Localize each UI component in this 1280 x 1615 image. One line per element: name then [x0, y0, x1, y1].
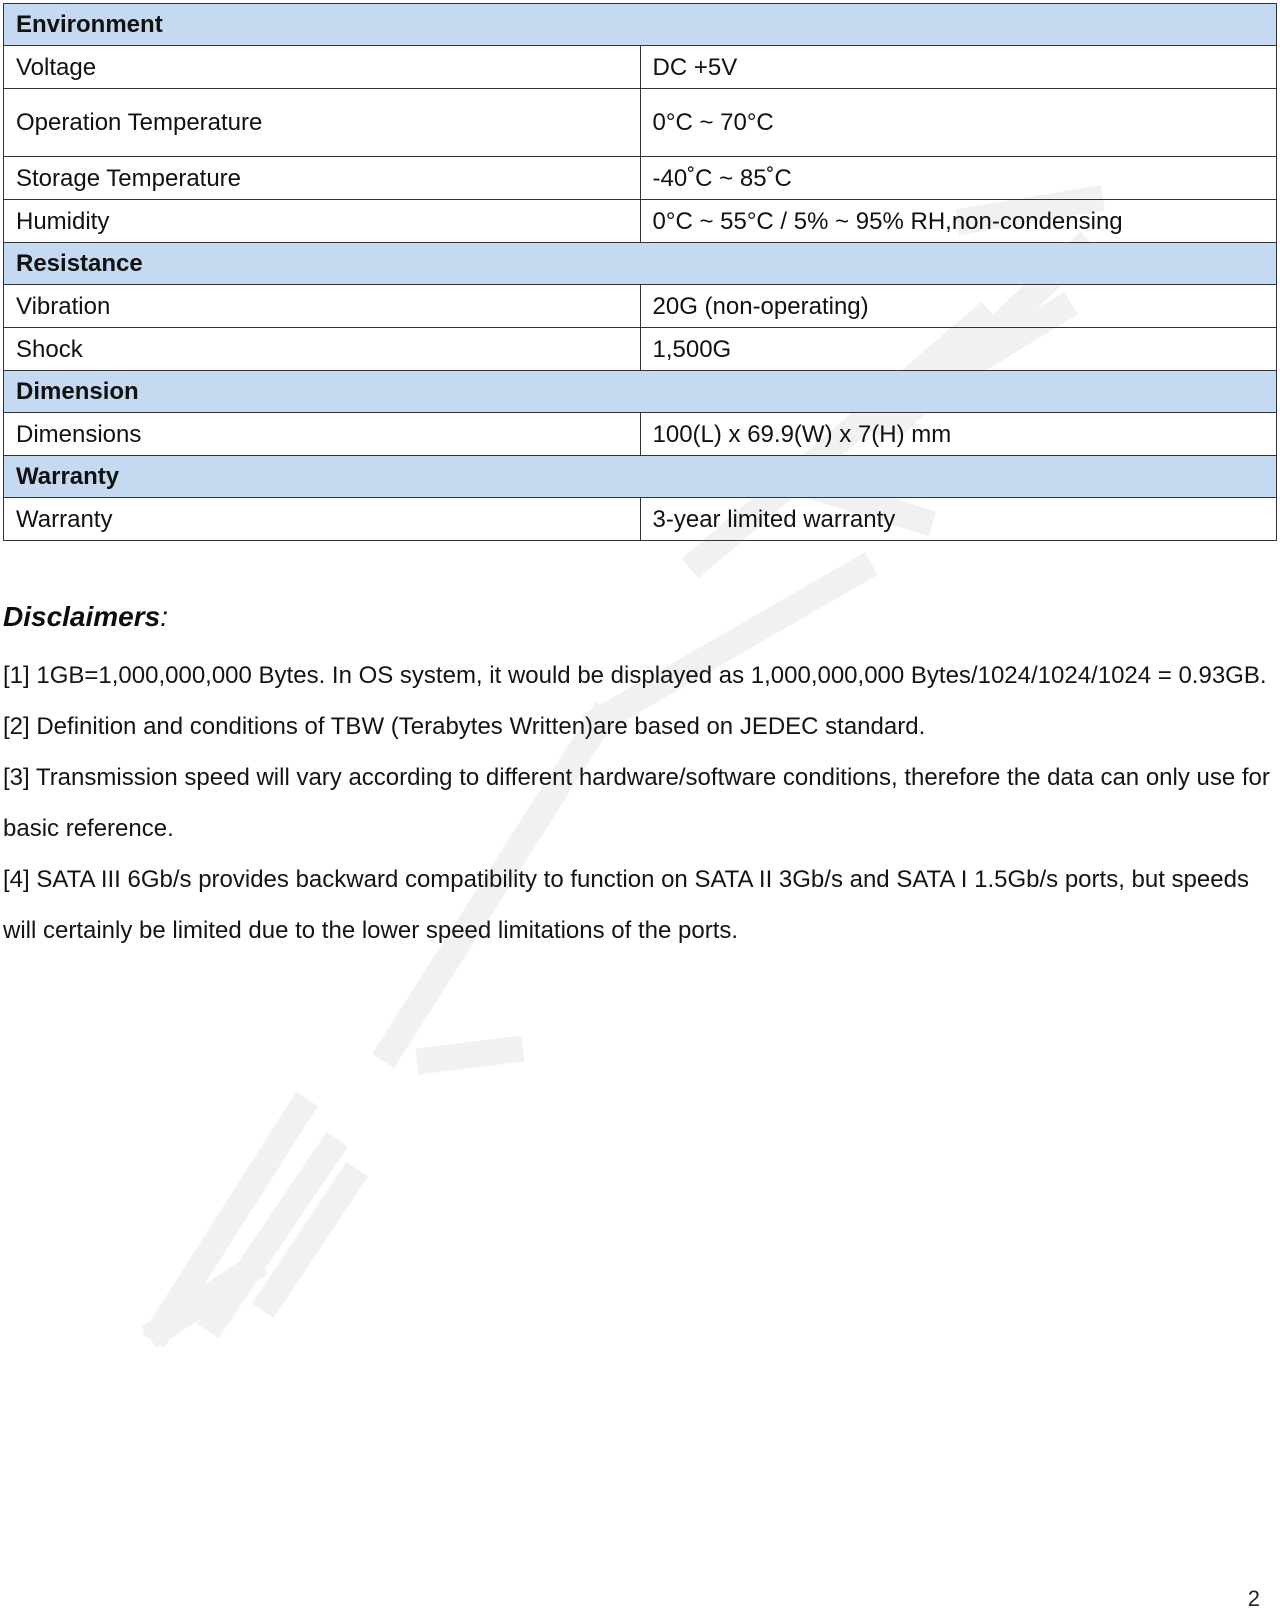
table-row	[4, 200, 1277, 243]
row-label: Shock	[4, 328, 641, 371]
section-title: Warranty	[4, 456, 1277, 498]
section-title: Environment	[4, 4, 1277, 46]
row-label: Vibration	[4, 285, 641, 328]
row-label: Humidity	[4, 200, 641, 243]
row-label: Storage Temperature	[4, 157, 641, 200]
table-row	[4, 89, 1277, 157]
row-label: Voltage	[4, 46, 641, 89]
disclaimer-item: [4] SATA III 6Gb/s provides backward compatibility to function on SATA II 3Gb/s and SATA I 1.5Gb/s ports, but speeds will certainly be limited due to the lower speed limitations of the ports.	[3, 866, 1249, 944]
disclaimers-section	[3, 600, 1273, 956]
row-label: Warranty	[4, 498, 641, 541]
table-row	[4, 46, 1277, 89]
section-header-warranty	[4, 456, 1277, 498]
section-title: Dimension	[4, 371, 1277, 413]
row-value: 3-year limited warranty	[640, 498, 1277, 541]
table-row	[4, 328, 1277, 371]
section-header-environment	[4, 4, 1277, 46]
table-row	[4, 285, 1277, 328]
row-value: DC +5V	[640, 46, 1277, 89]
spec-table	[3, 3, 1277, 541]
table-row	[4, 498, 1277, 541]
disclaimers-title: Disclaimers	[3, 601, 161, 632]
row-value: -40˚C ~ 85˚C	[640, 157, 1277, 200]
row-value: 0°C ~ 70°C	[640, 89, 1277, 157]
disclaimers-heading	[3, 600, 1273, 634]
row-value: 1,500G	[640, 328, 1277, 371]
section-header-dimension	[4, 371, 1277, 413]
disclaimer-item: [2] Definition and conditions of TBW (Terabytes Written)are based on JEDEC standard.	[3, 713, 926, 740]
row-value: 100(L) x 69.9(W) x 7(H) mm	[640, 413, 1277, 456]
row-label: Dimensions	[4, 413, 641, 456]
row-value: 0°C ~ 55°C / 5% ~ 95% RH,non-condensing	[640, 200, 1277, 243]
table-row	[4, 157, 1277, 200]
page-number: 2	[1247, 1586, 1260, 1611]
row-label: Operation Temperature	[4, 89, 641, 157]
disclaimers-title-colon: :	[160, 601, 168, 632]
disclaimer-item: [1] 1GB=1,000,000,000 Bytes. In OS system, it would be displayed as 1,000,000,000 Bytes/1024/1024/1024 = 0.93GB.	[3, 662, 1267, 689]
section-header-resistance	[4, 243, 1277, 285]
row-value: 20G (non-operating)	[640, 285, 1277, 328]
section-title: Resistance	[4, 243, 1277, 285]
table-row	[4, 413, 1277, 456]
disclaimer-item: [3] Transmission speed will vary according to different hardware/software conditions, therefore the data can only use for basic reference.	[3, 764, 1270, 842]
